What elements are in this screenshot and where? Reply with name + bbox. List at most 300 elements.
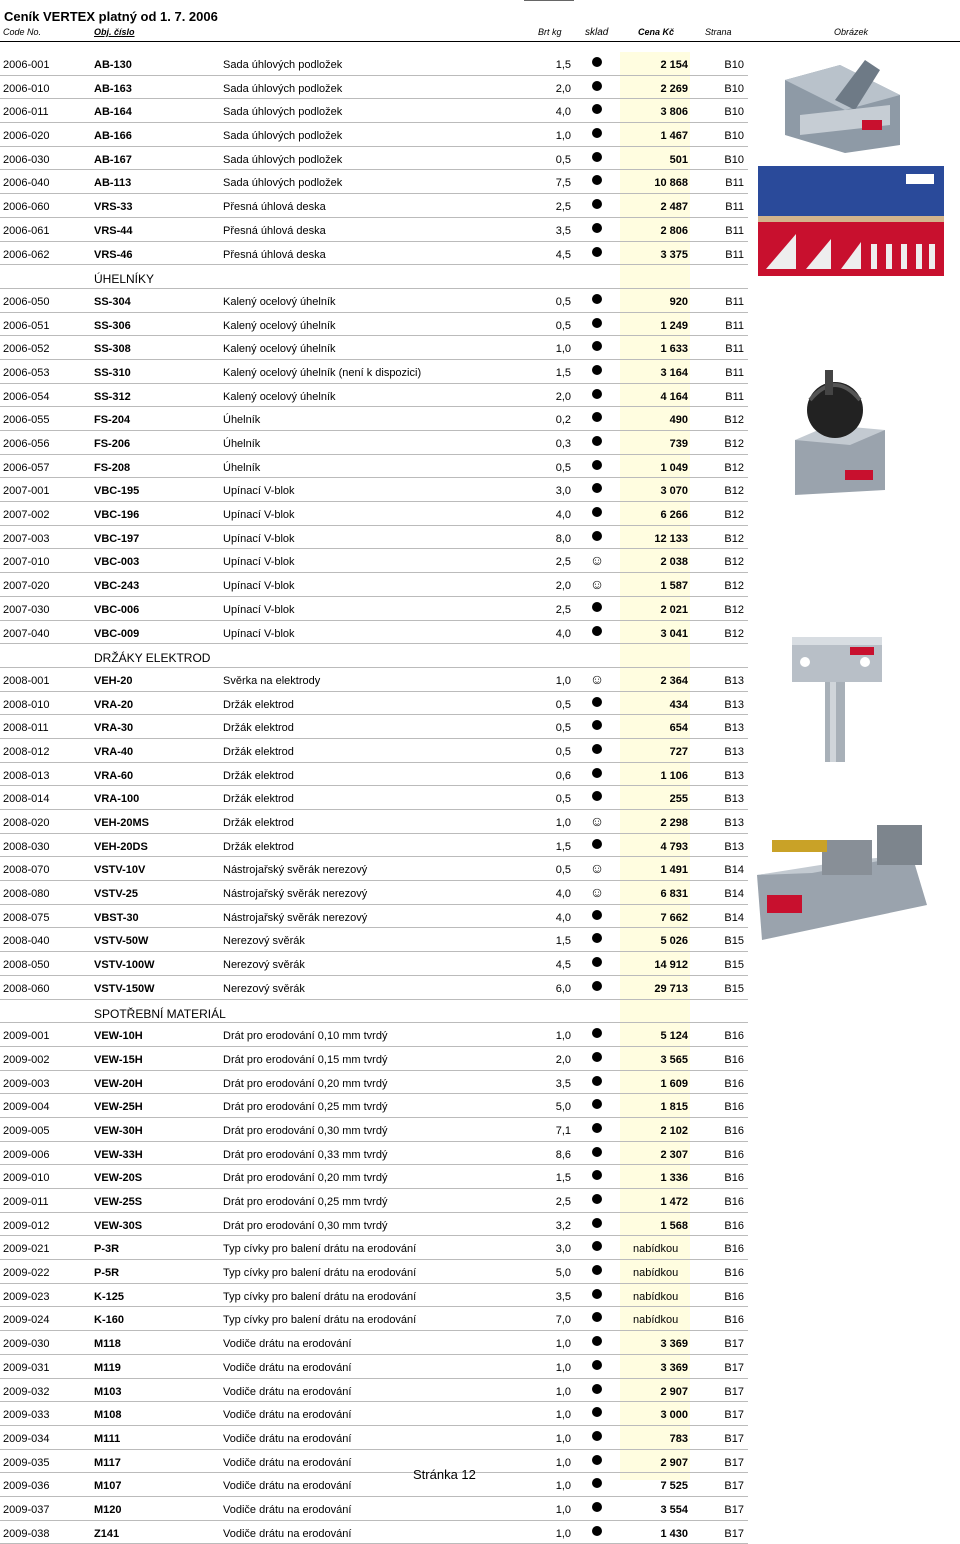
description: Typ cívky pro balení drátu na erodování bbox=[223, 1243, 417, 1256]
order-number: AB-164 bbox=[94, 106, 132, 119]
weight-kg: 8,6 bbox=[555, 1148, 571, 1161]
header-cena: Cena Kč bbox=[638, 27, 675, 37]
code-no: 2008-060 bbox=[3, 982, 50, 995]
in-stock-dot-icon bbox=[589, 1146, 605, 1160]
order-number: Z141 bbox=[94, 1527, 120, 1540]
order-number: SS-306 bbox=[94, 319, 131, 332]
order-number: M119 bbox=[94, 1361, 121, 1374]
description: Vodiče drátu na erodování bbox=[223, 1385, 352, 1398]
stock-dot-icon bbox=[592, 247, 602, 257]
code-no: 2009-005 bbox=[3, 1124, 50, 1137]
weight-kg: 8,0 bbox=[555, 532, 571, 545]
in-stock-dot-icon bbox=[589, 340, 605, 354]
catalog-page: B12 bbox=[724, 461, 744, 474]
description: Nástrojařský svěrák nerezový bbox=[223, 888, 368, 901]
price: 4 164 bbox=[660, 390, 688, 403]
order-number: K-125 bbox=[94, 1290, 124, 1303]
weight-kg: 1,0 bbox=[555, 817, 571, 829]
order-number: VSTV-50W bbox=[94, 935, 149, 948]
in-stock-dot-icon bbox=[589, 1217, 605, 1231]
weight-kg: 0,5 bbox=[555, 153, 571, 166]
table-row bbox=[0, 763, 748, 787]
price: 255 bbox=[669, 793, 688, 806]
order-number: SS-312 bbox=[94, 390, 131, 403]
stock-dot-icon bbox=[592, 1336, 602, 1346]
price: 1 568 bbox=[660, 1219, 688, 1232]
code-no: 2006-057 bbox=[3, 461, 50, 474]
description: Sada úhlových podložek bbox=[223, 82, 343, 95]
description: Svěrka na elektrody bbox=[223, 674, 321, 687]
code-no: 2009-037 bbox=[3, 1503, 50, 1516]
weight-kg: 0,3 bbox=[555, 438, 571, 450]
catalog-page: B13 bbox=[724, 840, 744, 853]
in-stock-dot-icon bbox=[589, 625, 605, 639]
in-stock-dot-icon bbox=[589, 530, 605, 544]
catalog-page: B11 bbox=[725, 248, 744, 261]
in-stock-dot-icon bbox=[589, 980, 605, 994]
stock-dot-icon bbox=[592, 1265, 602, 1275]
description: Drát pro erodování 0,20 mm tvrdý bbox=[223, 1077, 388, 1090]
weight-kg: 4,0 bbox=[555, 911, 571, 924]
order-number: VEW-15H bbox=[94, 1053, 143, 1066]
catalog-page: B17 bbox=[724, 1338, 744, 1351]
order-number: VEW-33H bbox=[94, 1148, 143, 1161]
in-stock-dot-icon bbox=[589, 80, 605, 94]
table-row bbox=[0, 573, 748, 597]
stock-dot-icon bbox=[592, 412, 602, 422]
catalog-page: B16 bbox=[724, 1196, 744, 1208]
header-kg: Brt kg bbox=[538, 27, 562, 37]
code-no: 2009-004 bbox=[3, 1101, 50, 1114]
table-row bbox=[0, 905, 748, 929]
catalog-page: B15 bbox=[724, 982, 744, 995]
weight-kg: 3,0 bbox=[555, 1243, 571, 1256]
stock-dot-icon bbox=[592, 389, 602, 399]
table-row bbox=[0, 976, 748, 1000]
code-no: 2009-031 bbox=[3, 1361, 50, 1374]
catalog-page: B16 bbox=[724, 1077, 744, 1090]
catalog-page: B17 bbox=[724, 1456, 744, 1469]
description: Kalený ocelový úhelník bbox=[223, 295, 336, 308]
in-stock-dot-icon bbox=[589, 956, 605, 970]
catalog-page: B11 bbox=[725, 366, 744, 379]
stock-dot-icon bbox=[592, 128, 602, 138]
stock-dot-icon bbox=[592, 436, 602, 446]
weight-kg: 1,0 bbox=[555, 1385, 571, 1398]
stock-dot-icon bbox=[592, 1526, 602, 1536]
order-number: VEW-25S bbox=[94, 1196, 143, 1208]
table-row bbox=[0, 597, 748, 621]
description: Drát pro erodování 0,30 mm tvrdý bbox=[223, 1219, 388, 1232]
table-row bbox=[0, 1213, 748, 1237]
description: Držák elektrod bbox=[223, 840, 294, 853]
stock-dot-icon bbox=[592, 294, 602, 304]
table-row bbox=[0, 478, 748, 502]
stock-dot-icon bbox=[592, 1502, 602, 1512]
weight-kg: 1,5 bbox=[555, 1172, 571, 1185]
price: nabídkou bbox=[633, 1267, 679, 1280]
table-row bbox=[0, 739, 748, 763]
description: Nástrojařský svěrák nerezový bbox=[223, 911, 368, 924]
catalog-page: B16 bbox=[724, 1124, 744, 1137]
description: Upínací V-blok bbox=[223, 532, 295, 545]
weight-kg: 1,0 bbox=[555, 1480, 571, 1493]
order-number: VBC-006 bbox=[94, 603, 140, 616]
smiley-icon: ☺ bbox=[589, 860, 605, 877]
weight-kg: 1,0 bbox=[555, 1527, 571, 1540]
description: Drát pro erodování 0,25 mm tvrdý bbox=[223, 1101, 388, 1114]
table-row bbox=[0, 170, 748, 194]
weight-kg: 5,0 bbox=[555, 1267, 571, 1280]
code-no: 2006-053 bbox=[3, 366, 50, 379]
catalog-page: B16 bbox=[724, 1219, 744, 1232]
top-rule bbox=[524, 0, 574, 1]
weight-kg: 0,5 bbox=[555, 722, 571, 735]
description: Sada úhlových podložek bbox=[223, 177, 343, 190]
stock-dot-icon bbox=[592, 1478, 602, 1488]
description: Upínací V-blok bbox=[223, 509, 295, 522]
code-no: 2009-010 bbox=[3, 1172, 50, 1185]
table-row bbox=[0, 502, 748, 526]
catalog-page: B16 bbox=[724, 1172, 744, 1185]
weight-kg: 4,0 bbox=[555, 106, 571, 119]
catalog-page: B17 bbox=[724, 1385, 744, 1398]
in-stock-dot-icon bbox=[589, 932, 605, 946]
catalog-page: B12 bbox=[724, 509, 744, 522]
catalog-page: B11 bbox=[725, 177, 744, 190]
order-number: VEH-20DS bbox=[94, 840, 148, 853]
stock-dot-icon bbox=[592, 791, 602, 801]
weight-kg: 1,0 bbox=[555, 1361, 571, 1374]
catalog-page: B16 bbox=[724, 1030, 744, 1043]
price: 3 000 bbox=[660, 1409, 688, 1422]
stock-dot-icon bbox=[592, 933, 602, 943]
table-row bbox=[0, 99, 748, 123]
code-no: 2009-023 bbox=[3, 1290, 50, 1303]
code-no: 2008-011 bbox=[3, 722, 49, 735]
stock-dot-icon bbox=[592, 626, 602, 636]
order-number: VRA-100 bbox=[94, 793, 140, 806]
catalog-page: B10 bbox=[724, 153, 744, 166]
code-no: 2006-020 bbox=[3, 130, 50, 143]
electrode-holder-icon bbox=[790, 632, 885, 767]
price: 3 164 bbox=[660, 366, 688, 379]
in-stock-dot-icon bbox=[589, 790, 605, 804]
in-stock-dot-icon bbox=[589, 1193, 605, 1207]
smiley-icon: ☺ bbox=[589, 884, 605, 901]
price: 3 554 bbox=[660, 1503, 688, 1516]
weight-kg: 1,0 bbox=[555, 1030, 571, 1043]
weight-kg: 1,0 bbox=[555, 1432, 571, 1445]
description: Drát pro erodování 0,10 mm tvrdý bbox=[223, 1030, 388, 1043]
table-row bbox=[0, 1402, 748, 1426]
stock-dot-icon bbox=[592, 1455, 602, 1465]
price: 3 375 bbox=[660, 248, 688, 261]
code-no: 2006-010 bbox=[3, 82, 50, 95]
table-row bbox=[0, 786, 748, 810]
in-stock-dot-icon bbox=[589, 103, 605, 117]
table-row bbox=[0, 1094, 748, 1118]
price: 1 467 bbox=[660, 130, 688, 143]
catalog-page: B10 bbox=[724, 82, 744, 95]
header-rule bbox=[0, 41, 960, 42]
in-stock-dot-icon bbox=[589, 364, 605, 378]
in-stock-dot-icon bbox=[589, 838, 605, 852]
in-stock-dot-icon bbox=[589, 1454, 605, 1468]
weight-kg: 1,0 bbox=[555, 130, 571, 143]
table-row bbox=[0, 1118, 748, 1142]
weight-kg: 7,5 bbox=[555, 177, 571, 190]
description: Držák elektrod bbox=[223, 769, 294, 782]
price: nabídkou bbox=[633, 1243, 679, 1256]
description: Sada úhlových podložek bbox=[223, 106, 343, 119]
price: 5 026 bbox=[660, 935, 688, 948]
description: Nástrojařský svěrák nerezový bbox=[223, 864, 368, 877]
description: Přesná úhlová deska bbox=[223, 248, 326, 261]
order-number: VBC-196 bbox=[94, 509, 140, 522]
price: 2 038 bbox=[660, 556, 688, 569]
in-stock-dot-icon bbox=[589, 767, 605, 781]
table-row bbox=[0, 360, 748, 384]
price: 2 907 bbox=[660, 1456, 688, 1469]
table-row bbox=[0, 1284, 748, 1308]
table-row bbox=[0, 407, 748, 431]
weight-kg: 1,5 bbox=[555, 366, 571, 379]
smiley-icon: ☺ bbox=[589, 552, 605, 569]
order-number: AB-113 bbox=[94, 177, 132, 190]
description: Upínací V-blok bbox=[223, 485, 295, 498]
weight-kg: 2,0 bbox=[555, 1053, 571, 1066]
in-stock-dot-icon bbox=[589, 388, 605, 402]
price: 727 bbox=[669, 745, 688, 758]
table-row bbox=[0, 715, 748, 739]
order-number: AB-167 bbox=[94, 153, 132, 166]
stock-dot-icon bbox=[592, 1241, 602, 1251]
in-stock-dot-icon bbox=[589, 482, 605, 496]
order-number: VEH-20MS bbox=[94, 817, 150, 829]
in-stock-dot-icon bbox=[589, 1098, 605, 1112]
in-stock-dot-icon bbox=[589, 1311, 605, 1325]
weight-kg: 1,0 bbox=[555, 1503, 571, 1516]
stock-dot-icon bbox=[592, 483, 602, 493]
code-no: 2009-032 bbox=[3, 1385, 50, 1398]
weight-kg: 1,5 bbox=[555, 935, 571, 948]
price: 1 815 bbox=[660, 1101, 688, 1114]
description: Kalený ocelový úhelník (není k dispozici) bbox=[223, 366, 422, 379]
table-row bbox=[0, 857, 748, 881]
order-number: VBC-243 bbox=[94, 580, 140, 593]
table-row bbox=[0, 1355, 748, 1379]
code-no: 2008-010 bbox=[3, 698, 50, 711]
order-number: M107 bbox=[94, 1480, 122, 1493]
table-row bbox=[0, 1023, 748, 1047]
table-row bbox=[0, 1236, 748, 1260]
catalog-page: B13 bbox=[724, 698, 744, 711]
catalog-page: B12 bbox=[724, 627, 744, 640]
price: 10 868 bbox=[654, 177, 688, 190]
table-row bbox=[0, 952, 748, 976]
catalog-page: B10 bbox=[724, 59, 744, 71]
code-no: 2009-006 bbox=[3, 1148, 50, 1161]
price: 5 124 bbox=[660, 1030, 688, 1043]
in-stock-dot-icon bbox=[589, 1406, 605, 1420]
weight-kg: 4,5 bbox=[555, 248, 571, 261]
catalog-page: B13 bbox=[724, 722, 744, 735]
header-code: Code No. bbox=[3, 27, 42, 37]
stock-dot-icon bbox=[592, 839, 602, 849]
catalog-page: B15 bbox=[724, 959, 744, 972]
section-header bbox=[0, 1000, 748, 1024]
weight-kg: 0,5 bbox=[555, 698, 571, 711]
weight-kg: 2,0 bbox=[555, 390, 571, 403]
price: 2 269 bbox=[660, 82, 688, 95]
price: 1 472 bbox=[660, 1196, 688, 1208]
catalog-page: B17 bbox=[724, 1409, 744, 1422]
description: Kalený ocelový úhelník bbox=[223, 319, 336, 332]
in-stock-dot-icon bbox=[589, 601, 605, 615]
stock-dot-icon bbox=[592, 57, 602, 67]
price: 501 bbox=[669, 153, 688, 166]
section-header bbox=[0, 644, 748, 668]
stock-dot-icon bbox=[592, 1312, 602, 1322]
code-no: 2009-002 bbox=[3, 1053, 50, 1066]
angle-block-icon bbox=[780, 55, 910, 155]
catalog-page: B14 bbox=[724, 888, 744, 901]
price: 1 633 bbox=[660, 343, 688, 356]
table-row bbox=[0, 1047, 748, 1071]
code-no: 2006-051 bbox=[3, 319, 50, 332]
table-row bbox=[0, 692, 748, 716]
description: Přesná úhlová deska bbox=[223, 224, 326, 237]
code-no: 2009-030 bbox=[3, 1338, 50, 1351]
price: 2 102 bbox=[660, 1124, 688, 1137]
catalog-page: B12 bbox=[724, 603, 744, 616]
price: 6 831 bbox=[660, 888, 688, 901]
order-number: VSTV-100W bbox=[94, 959, 155, 972]
code-no: 2009-033 bbox=[3, 1409, 50, 1422]
in-stock-dot-icon bbox=[589, 719, 605, 733]
code-no: 2009-021 bbox=[3, 1243, 50, 1256]
table-row bbox=[0, 810, 748, 834]
description: Sada úhlových podložek bbox=[223, 130, 343, 143]
description: Kalený ocelový úhelník bbox=[223, 390, 336, 403]
weight-kg: 0,5 bbox=[555, 864, 571, 877]
in-stock-dot-icon bbox=[589, 1335, 605, 1349]
weight-kg: 7,1 bbox=[555, 1124, 571, 1137]
catalog-page: B12 bbox=[724, 556, 744, 569]
order-number: VEW-20H bbox=[94, 1077, 143, 1090]
description: Drát pro erodování 0,25 mm tvrdý bbox=[223, 1196, 388, 1208]
weight-kg: 3,2 bbox=[555, 1219, 571, 1232]
code-no: 2009-024 bbox=[3, 1314, 50, 1327]
order-number: VBC-195 bbox=[94, 485, 140, 498]
order-number: M103 bbox=[94, 1385, 122, 1398]
in-stock-dot-icon bbox=[589, 246, 605, 260]
price: 2 806 bbox=[660, 224, 688, 237]
in-stock-dot-icon bbox=[589, 1525, 605, 1539]
stock-dot-icon bbox=[592, 1170, 602, 1180]
price-table bbox=[0, 52, 748, 1544]
weight-kg: 1,0 bbox=[555, 343, 571, 356]
order-number: M117 bbox=[94, 1456, 121, 1469]
price: 3 369 bbox=[660, 1361, 688, 1374]
code-no: 2007-040 bbox=[3, 627, 50, 640]
description: Sada úhlových podložek bbox=[223, 59, 343, 71]
weight-kg: 1,0 bbox=[555, 1456, 571, 1469]
section-title: ÚHELNÍKY bbox=[94, 272, 155, 287]
code-no: 2008-030 bbox=[3, 840, 50, 853]
in-stock-dot-icon bbox=[589, 743, 605, 757]
weight-kg: 2,5 bbox=[555, 201, 571, 214]
page-footer: Stránka 12 bbox=[413, 1467, 476, 1482]
description: Úhelník bbox=[223, 438, 261, 450]
price: 1 336 bbox=[660, 1172, 688, 1185]
weight-kg: 1,0 bbox=[555, 1409, 571, 1422]
code-no: 2008-012 bbox=[3, 745, 50, 758]
weight-kg: 3,5 bbox=[555, 1077, 571, 1090]
price: 1 049 bbox=[660, 461, 688, 474]
table-row bbox=[0, 1307, 748, 1331]
weight-kg: 0,5 bbox=[555, 793, 571, 806]
weight-kg: 1,5 bbox=[555, 59, 571, 71]
table-row bbox=[0, 1331, 748, 1355]
table-row bbox=[0, 147, 748, 171]
weight-kg: 0,5 bbox=[555, 745, 571, 758]
code-no: 2008-013 bbox=[3, 769, 50, 782]
weight-kg: 2,0 bbox=[555, 82, 571, 95]
catalog-page: B12 bbox=[724, 438, 744, 450]
weight-kg: 0,6 bbox=[555, 769, 571, 782]
stock-dot-icon bbox=[592, 981, 602, 991]
description: Držák elektrod bbox=[223, 793, 294, 806]
catalog-page: B11 bbox=[725, 390, 744, 403]
description: Typ cívky pro balení drátu na erodování bbox=[223, 1314, 417, 1327]
code-no: 2006-040 bbox=[3, 177, 50, 190]
code-no: 2009-038 bbox=[3, 1527, 50, 1540]
weight-kg: 2,0 bbox=[555, 580, 571, 593]
section-header bbox=[0, 265, 748, 289]
stock-dot-icon bbox=[592, 531, 602, 541]
price: 2 907 bbox=[660, 1385, 688, 1398]
order-number: VSTV-10V bbox=[94, 864, 146, 877]
description: Vodiče drátu na erodování bbox=[223, 1503, 352, 1516]
stock-dot-icon bbox=[592, 602, 602, 612]
catalog-page: B17 bbox=[724, 1480, 744, 1493]
weight-kg: 3,5 bbox=[555, 1290, 571, 1303]
description: Sada úhlových podložek bbox=[223, 153, 343, 166]
order-number: P-3R bbox=[94, 1243, 120, 1256]
order-number: VEW-20S bbox=[94, 1172, 143, 1185]
table-row bbox=[0, 928, 748, 952]
order-number: P-5R bbox=[94, 1267, 120, 1280]
description: Upínací V-blok bbox=[223, 556, 295, 569]
in-stock-dot-icon bbox=[589, 1430, 605, 1444]
description: Úhelník bbox=[223, 414, 261, 427]
in-stock-dot-icon bbox=[589, 1027, 605, 1041]
stock-dot-icon bbox=[592, 744, 602, 754]
code-no: 2009-034 bbox=[3, 1432, 50, 1445]
table-row bbox=[0, 123, 748, 147]
table-row bbox=[0, 1450, 748, 1474]
table-row bbox=[0, 1473, 748, 1497]
catalog-page: B15 bbox=[724, 935, 744, 948]
catalog-page: B14 bbox=[724, 864, 744, 877]
description: Držák elektrod bbox=[223, 698, 294, 711]
order-number: VSTV-25 bbox=[94, 888, 139, 901]
code-no: 2006-001 bbox=[3, 59, 50, 71]
in-stock-dot-icon bbox=[589, 1383, 605, 1397]
smiley-icon: ☺ bbox=[589, 813, 605, 829]
